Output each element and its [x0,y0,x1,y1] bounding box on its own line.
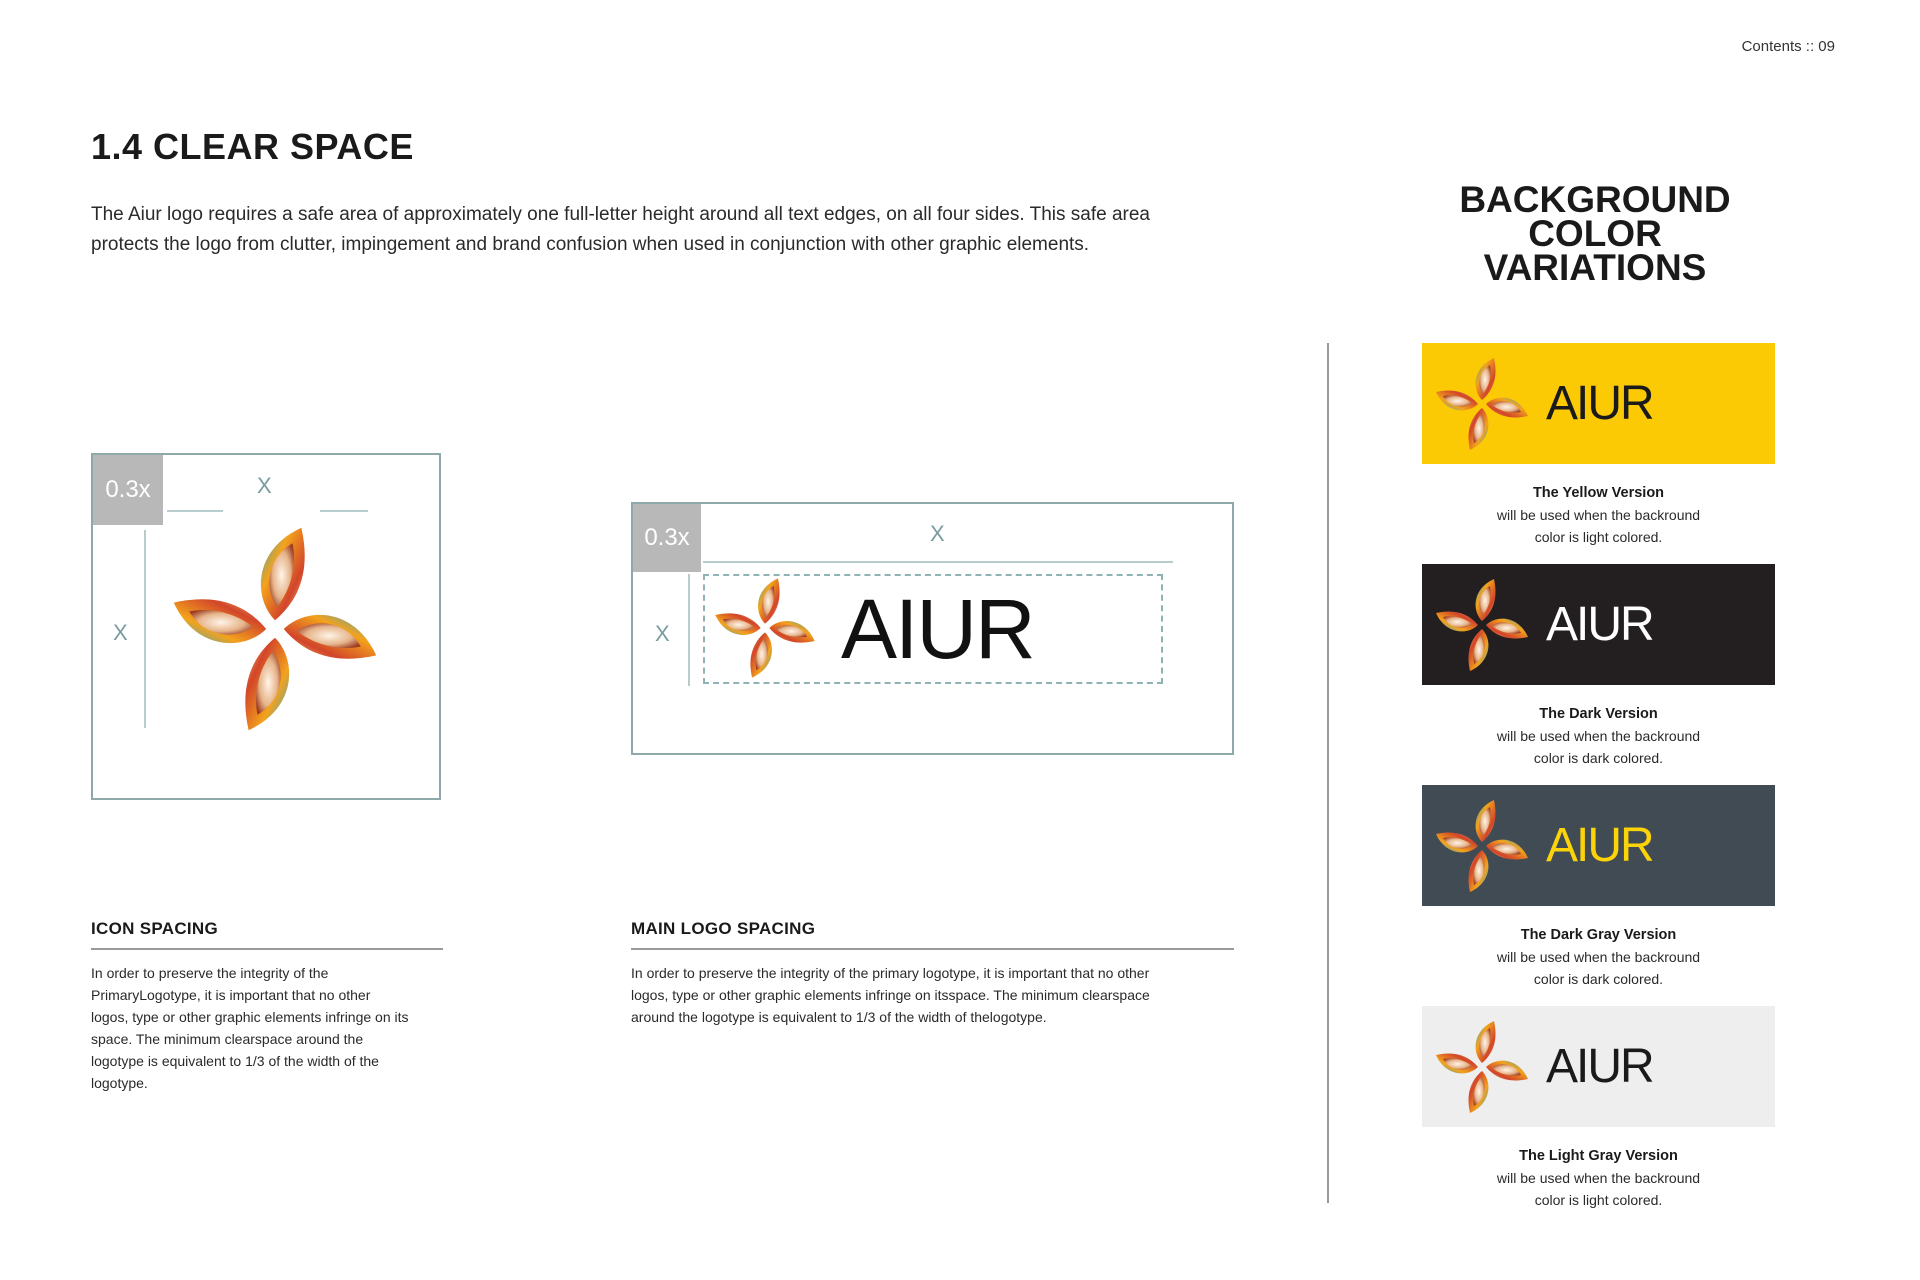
pinwheel-icon [1432,1017,1532,1117]
swatch-dark-gray [1422,785,1775,906]
logo-wordmark: AIUR [841,582,1034,676]
icon-spacing-line: logotype is equivalent to 1/3 of the width of the [91,1053,379,1069]
swatch-wordmark: AIUR [1546,377,1653,430]
pinwheel-icon [1432,575,1532,675]
variations-heading [1420,179,1770,288]
pinwheel-icon [165,519,385,739]
logo-side-x-label: X [655,621,670,646]
logo-spacing-text [631,962,1251,1028]
swatch-desc: color is dark colored. [1533,750,1664,766]
icon-spacing-line: PrimaryLogotype, it is important that no other [91,987,371,1003]
swatch-yellow-caption [1422,481,1775,548]
swatch-light-gray [1422,1006,1775,1127]
logo-spacing-line: logos, type or other graphic elements infringe on itsspace. The minimum clearspace [631,987,1150,1003]
swatch-desc: color is light colored. [1534,529,1663,545]
logo-top-guide [703,561,1173,563]
logo-side-guide [688,574,690,686]
icon-side-x-label: X [113,620,128,645]
pinwheel-icon [711,574,819,682]
swatch-title: The Light Gray Version [1519,1148,1678,1164]
icon-top-guide-left [167,510,223,512]
swatch-title: The Dark Gray Version [1520,927,1677,943]
intro-paragraph [91,200,1241,260]
intro-line-1: The Aiur logo requires a safe area of approximately one full-letter height around all text edges, on all four sides. This safe area [91,204,1150,225]
icon-side-guide [144,530,146,728]
logo-ratio-badge: 0.3x [633,504,701,572]
swatch-title: The Dark Version [1539,706,1658,722]
swatch-yellow [1422,343,1775,464]
swatch-title: The Yellow Version [1532,485,1665,501]
icon-spacing-line: In order to preserve the integrity of the [91,965,329,981]
icon-spacing-text [91,962,451,1094]
icon-spacing-rule [91,948,443,950]
swatch-desc: will be used when the backround [1496,1170,1701,1186]
column-divider [1327,343,1329,1203]
pinwheel-icon [1432,796,1532,896]
icon-spacing-line: space. The minimum clearspace around the [91,1031,364,1047]
variations-heading-line: VARIATIONS [1483,247,1707,288]
swatch-wordmark: AIUR [1546,819,1653,872]
logo-spacing-line: In order to preserve the integrity of the primary logotype, it is important that no other [631,965,1150,981]
icon-ratio-badge: 0.3x [93,455,163,525]
swatch-desc: will be used when the backround [1496,949,1701,965]
swatch-desc: color is dark colored. [1533,971,1664,987]
variations-heading-line: BACKGROUND [1459,179,1731,220]
icon-clearspace-diagram [91,453,441,800]
variations-heading-line: COLOR [1528,213,1662,254]
swatch-dark [1422,564,1775,685]
swatch-light-gray-caption [1422,1144,1775,1211]
section-title: 1.4 CLEAR SPACE [91,126,414,167]
logo-spacing-line: around the logotype is equivalent to 1/3 of the width of thelogotype. [631,1009,1047,1025]
swatch-desc: will be used when the backround [1496,728,1701,744]
icon-spacing-line: logos, type or other graphic elements infringe on its [91,1009,409,1025]
swatch-desc: color is light colored. [1534,1192,1663,1208]
icon-top-guide-right [320,510,368,512]
intro-line-2: protects the logo from clutter, impingement and brand confusion when used in conjunction with other graphic elements. [91,234,1090,255]
page-number: Contents :: 09 [1741,38,1835,55]
logo-top-x-label: X [930,521,945,546]
logo-spacing-title: MAIN LOGO SPACING [631,919,816,938]
logo-clearspace-diagram [631,502,1234,755]
swatch-dark-gray-caption [1422,923,1775,990]
logo-spacing-rule [631,948,1234,950]
pinwheel-icon [1432,354,1532,454]
icon-spacing-line: logotype. [91,1075,148,1091]
swatch-wordmark: AIUR [1546,598,1653,651]
swatch-dark-caption [1422,702,1775,769]
swatch-desc: will be used when the backround [1496,507,1701,523]
swatch-wordmark: AIUR [1546,1040,1653,1093]
icon-top-x-label: X [257,473,272,498]
icon-spacing-title: ICON SPACING [91,919,219,938]
